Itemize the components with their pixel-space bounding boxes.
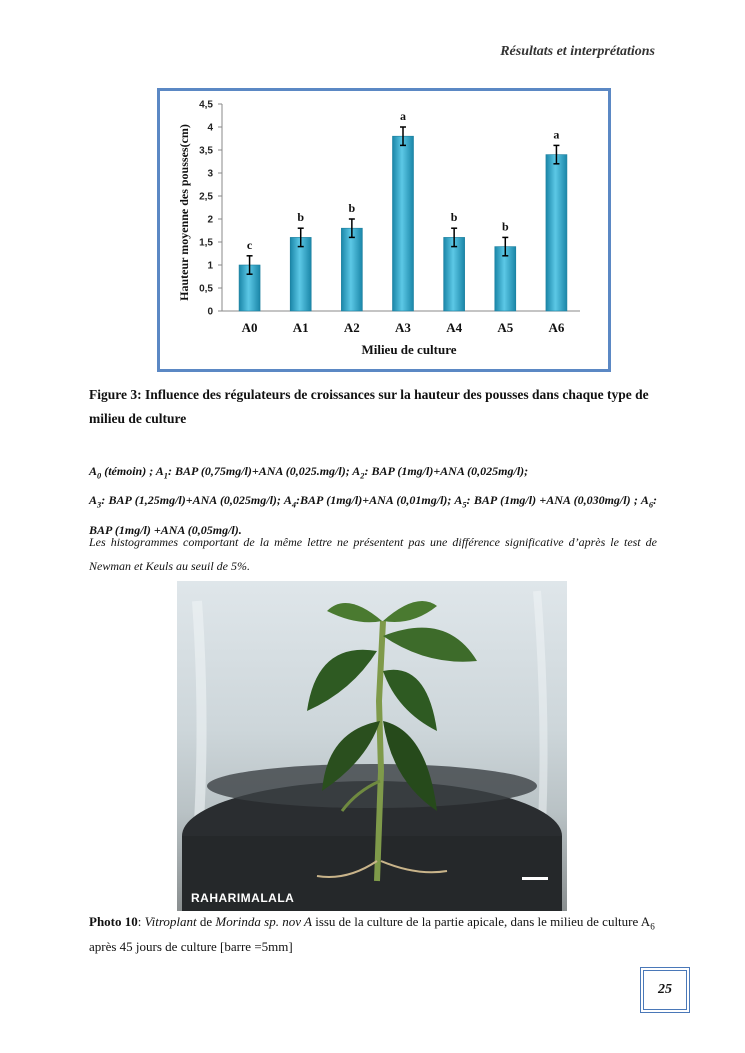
photo-credit: RAHARIMALALA bbox=[191, 891, 295, 905]
y-tick-label: 0 bbox=[207, 306, 213, 318]
bar-A2 bbox=[341, 228, 362, 311]
significance-letter: a bbox=[553, 127, 560, 142]
significance-letter: c bbox=[246, 237, 253, 252]
y-tick-label: 2 bbox=[207, 214, 213, 226]
y-tick-label: 3 bbox=[207, 168, 213, 180]
vitroplant-photo bbox=[177, 581, 567, 911]
figure-caption: Figure 3: Influence des régulateurs de croissances sur la hauteur des pousses dans chaque type de milieu de culture bbox=[89, 387, 649, 426]
x-tick-label: A1 bbox=[292, 320, 309, 335]
x-tick-label: A2 bbox=[343, 320, 360, 335]
x-tick-label: A6 bbox=[548, 320, 565, 335]
y-tick-label: 2,5 bbox=[199, 191, 213, 203]
x-tick-label: A4 bbox=[446, 320, 463, 335]
section-header: Résultats et interprétations bbox=[500, 44, 655, 59]
y-tick-label: 1 bbox=[207, 260, 213, 272]
significance-note: Les histogrammes comportant de la même lettre ne présentent pas une différence significative d’après le test de Newman et Keuls au seuil de 5%. bbox=[89, 535, 657, 573]
plant-illustration bbox=[177, 581, 567, 911]
bar-A6 bbox=[546, 155, 567, 311]
y-tick-label: 3,5 bbox=[199, 145, 213, 157]
y-tick-label: 4,5 bbox=[199, 99, 213, 111]
x-tick-label: A3 bbox=[395, 320, 411, 335]
y-axis-label: Hauteur moyenne des pousses(cm) bbox=[177, 124, 191, 301]
x-axis-label: Milieu de culture bbox=[361, 342, 457, 357]
significance-letter: b bbox=[501, 219, 509, 234]
significance-letter: a bbox=[400, 109, 406, 123]
bar-A3 bbox=[393, 136, 414, 311]
bar-chart bbox=[160, 91, 608, 369]
significance-letter: b bbox=[450, 210, 458, 225]
figure-legend: $A_0$ (témoin) ; $A_1$: BAP (0,75mg/l)+ANA (0,025.mg/l); $A_2$: BAP (1mg/l)+ANA (0,025mg/l); $A_3$: BAP (1,25mg/l)+ANA (0,025mg/l); $A_4:BAP$ (1mg/l)+ANA (0,01mg/l); $A_5$: BAP (1mg/l) +ANA (0,030mg/l) ; $A_6$: BAP (1mg/l) +ANA (0,05mg/l). bbox=[89, 464, 658, 537]
y-tick-label: 4 bbox=[207, 122, 213, 134]
y-tick-label: 0,5 bbox=[199, 283, 213, 295]
x-tick-label: A5 bbox=[497, 320, 514, 335]
significance-letter: b bbox=[297, 210, 305, 225]
photo-caption: Photo 10: Vitroplant de Morinda sp. nov A issu de la culture de la partie apicale, dans le milieu de culture $A_6$ après 45 jours de culture [barre =5mm] bbox=[89, 914, 655, 954]
bar-A1 bbox=[290, 237, 311, 311]
scale-bar bbox=[522, 877, 548, 880]
bar-chart-frame bbox=[157, 88, 611, 372]
significance-letter: b bbox=[348, 201, 356, 215]
page-number: 25 bbox=[640, 967, 690, 1013]
y-tick-label: 1,5 bbox=[199, 237, 213, 249]
bar-A4 bbox=[444, 237, 465, 311]
x-tick-label: A0 bbox=[241, 320, 258, 335]
